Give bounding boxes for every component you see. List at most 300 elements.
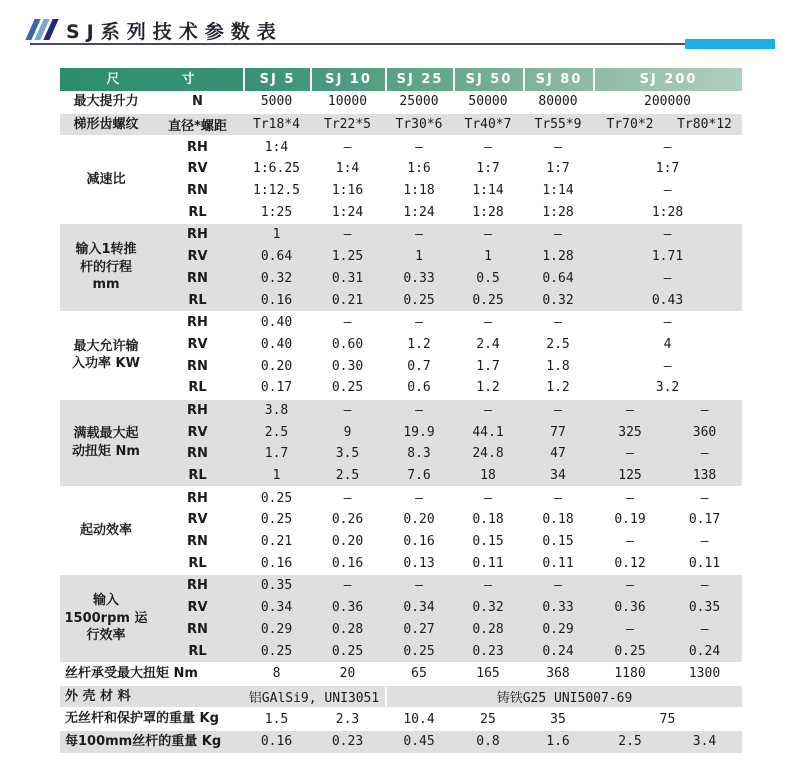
value-cell: 4: [663, 336, 672, 352]
value-cell: –: [700, 621, 709, 637]
value-cell: –: [626, 446, 634, 462]
row-label: [60, 91, 152, 113]
material-cell-aluminum: 铝GAlSi9, UNI3051: [248, 690, 380, 706]
value-cell: –: [663, 315, 672, 331]
table-block: [60, 312, 742, 400]
value-cell: 5000: [260, 94, 293, 110]
value-cell: 0.16: [403, 534, 435, 550]
table-row: [152, 400, 742, 422]
value-cell: –: [343, 490, 352, 506]
value-cell: –: [415, 402, 423, 418]
value-cell: 0.25: [472, 292, 504, 308]
row-label: [60, 400, 152, 487]
table-row: [152, 158, 742, 180]
value-cell: 0.8: [476, 734, 500, 750]
value-cell: 7.6: [407, 468, 431, 484]
value-cell: 1.2: [407, 336, 431, 352]
value-cell: 0.34: [403, 600, 435, 616]
value-cell: 0.17: [688, 512, 721, 528]
block-rows: [243, 663, 742, 685]
value-cell: 0.45: [403, 734, 435, 750]
value-cell: –: [343, 139, 352, 155]
value-cell: 0.29: [260, 621, 293, 637]
value-cell: 0.16: [260, 292, 293, 308]
row-label-line: 每100mm丝杆的重量 Kg: [65, 734, 222, 749]
value-cell: 0.32: [472, 600, 504, 616]
block-rows: [152, 575, 742, 662]
value-cell: 2.4: [476, 336, 500, 352]
value-cell: –: [626, 490, 634, 506]
row-label-line: 无丝杆和保护罩的重量 Kg: [65, 711, 219, 727]
value-cell: 1:6.25: [253, 161, 300, 177]
value-cell: 0.28: [472, 621, 504, 637]
value-cell: 1:6: [407, 161, 431, 177]
value-cell: 1:25: [260, 204, 293, 220]
value-cell: 0.64: [542, 270, 574, 286]
value-cell: 1: [415, 249, 423, 265]
value-cell: –: [554, 315, 562, 331]
value-cell: 0.30: [331, 358, 364, 374]
value-cell: 0.19: [614, 512, 646, 528]
value-cell: 0.25: [260, 490, 293, 506]
value-cell: 8.3: [407, 446, 431, 462]
value-cell: –: [415, 578, 423, 594]
value-cell: 2.3: [335, 711, 360, 727]
value-cell: 25: [480, 711, 496, 727]
triple-slash-icon: [30, 19, 54, 40]
parameters-table: [60, 68, 742, 754]
table-row: [152, 575, 742, 597]
value-cell: 0.27: [403, 621, 435, 637]
value-cell: –: [626, 621, 634, 637]
sub-row-label: RV: [187, 424, 208, 440]
value-cell: 1:7: [546, 161, 570, 177]
value-cell: 19.9: [403, 424, 435, 440]
value-cell: –: [663, 270, 672, 286]
value-cell: 1.71: [651, 249, 684, 265]
value-cell: 1:24: [403, 204, 435, 220]
row-label: [60, 708, 243, 730]
value-cell: 0.40: [260, 336, 293, 352]
value-cell: 0.24: [688, 643, 721, 659]
row-label-line: 1500rpm 运: [64, 610, 148, 626]
value-cell: –: [484, 139, 492, 155]
value-cell: 1.6: [546, 734, 570, 750]
row-label-line: 减速比: [86, 171, 126, 187]
value-cell: 1:28: [472, 204, 504, 220]
sub-row-label: RN: [187, 183, 208, 199]
value-cell: 24.8: [472, 446, 504, 462]
value-cell: 0.29: [542, 621, 574, 637]
sub-row-label: RH: [187, 139, 208, 155]
sub-row-label: RL: [188, 292, 207, 308]
sub-row-label: RH: [187, 315, 208, 331]
value-cell: 0.64: [260, 249, 293, 265]
table-row: [152, 531, 742, 553]
value-cell: 1:12.5: [253, 183, 300, 199]
value-cell: 0.7: [407, 358, 431, 374]
value-cell: 8: [272, 666, 281, 682]
value-cell: 3.2: [655, 380, 680, 396]
block-rows: [243, 686, 742, 708]
value-cell: Tr55*9: [534, 117, 582, 133]
value-cell: 0.20: [260, 358, 293, 374]
sub-row-label: RL: [188, 643, 207, 659]
row-label-line: 满载最大起: [73, 426, 139, 442]
value-cell: 0.25: [403, 292, 435, 308]
row-label-line: 动扭矩 Nm: [72, 444, 140, 459]
value-cell: 35: [550, 711, 566, 727]
sub-row-label: RL: [188, 380, 207, 396]
table-block: [60, 708, 742, 731]
value-cell: 0.36: [331, 600, 364, 616]
row-label: [60, 686, 243, 708]
table-block: [60, 224, 742, 312]
value-cell: 0.25: [331, 380, 364, 396]
value-cell: 0.25: [331, 643, 364, 659]
value-cell: 0.25: [260, 512, 293, 528]
table-row: [152, 619, 742, 641]
value-cell: –: [663, 227, 672, 243]
row-label: [60, 731, 243, 753]
value-cell: 3.5: [335, 446, 360, 462]
row-label-line: mm: [92, 277, 120, 293]
value-cell: –: [663, 183, 672, 199]
row-label: [60, 575, 152, 662]
table-row: [152, 552, 742, 574]
value-cell: –: [554, 402, 562, 418]
value-cell: 0.34: [260, 600, 293, 616]
row-label: [60, 487, 152, 574]
value-cell: –: [700, 402, 709, 418]
table-row: [152, 355, 742, 377]
row-label: [60, 312, 152, 399]
value-cell: –: [700, 578, 709, 594]
value-cell: 0.35: [688, 600, 721, 616]
value-cell: 1: [272, 227, 281, 243]
value-cell: –: [484, 402, 492, 418]
value-cell: 0.32: [260, 270, 293, 286]
table-row: [152, 421, 742, 443]
value-cell: 50000: [468, 94, 508, 110]
value-cell: –: [343, 402, 352, 418]
value-cell: 75: [659, 711, 676, 727]
row-label-line: 最大提升力: [73, 94, 139, 110]
value-cell: 0.35: [260, 578, 293, 594]
row-label-line: 外 壳 材 料: [65, 688, 131, 704]
value-cell: –: [343, 578, 352, 594]
value-cell: 1:4: [335, 161, 360, 177]
sub-row-label: RL: [188, 555, 207, 571]
table-row: [152, 443, 742, 465]
value-cell: 0.15: [542, 534, 574, 550]
value-cell: 1:7: [476, 161, 500, 177]
accent-bar: [685, 39, 775, 49]
row-label-line: 输入1转推: [75, 242, 137, 258]
value-cell: 0.36: [614, 600, 646, 616]
sub-row-label: RN: [187, 358, 208, 374]
value-cell: –: [554, 490, 562, 506]
sub-row-label: 直径*螺距: [168, 119, 227, 135]
value-cell: –: [700, 534, 709, 550]
value-cell: 0.21: [260, 534, 293, 550]
value-cell: 0.18: [472, 512, 504, 528]
value-cell: 3.4: [692, 734, 717, 750]
value-cell: –: [343, 315, 352, 331]
value-cell: 1.2: [476, 380, 500, 396]
table-row: [243, 708, 742, 730]
value-cell: 0.11: [542, 555, 574, 571]
table-row: [152, 224, 742, 246]
value-cell: 0.18: [542, 512, 574, 528]
value-cell: –: [415, 227, 423, 243]
column-header-model: SJ 10: [310, 68, 385, 91]
row-label-line: 输入: [92, 593, 119, 609]
sub-row-label: N: [192, 94, 203, 110]
block-rows: [152, 114, 742, 136]
value-cell: 0.25: [614, 643, 646, 659]
table-row: [152, 377, 742, 399]
table-block: [60, 686, 742, 709]
table-header-row: [60, 68, 742, 91]
value-cell: 0.43: [651, 292, 684, 308]
value-cell: 1.2: [546, 380, 570, 396]
value-cell: 0.33: [542, 600, 574, 616]
value-cell: 1:14: [542, 183, 574, 199]
value-cell: 125: [618, 468, 642, 484]
value-cell: 0.40: [260, 315, 293, 331]
value-cell: –: [554, 578, 562, 594]
sub-row-label: RH: [187, 490, 208, 506]
value-cell: 0.5: [476, 270, 500, 286]
value-cell: 0.26: [331, 512, 364, 528]
value-cell: 1:16: [331, 183, 364, 199]
value-cell: –: [700, 446, 709, 462]
row-label: [60, 136, 152, 223]
value-cell: –: [343, 227, 352, 243]
table-block: [60, 487, 742, 575]
value-cell: 325: [618, 424, 642, 440]
material-cell-cast-iron: 铸铁G25 UNI5007-69: [385, 687, 742, 706]
value-cell: –: [484, 227, 492, 243]
sub-row-label: RN: [187, 621, 208, 637]
value-cell: 1.28: [542, 249, 574, 265]
value-cell: –: [663, 139, 672, 155]
value-cell: 1:14: [472, 183, 504, 199]
value-cell: 0.11: [472, 555, 504, 571]
column-header-size: 尺 寸: [106, 72, 197, 87]
row-label-line: 最大允许输: [73, 338, 139, 354]
table-row: [152, 465, 742, 487]
value-cell: 0.17: [260, 380, 293, 396]
value-cell: 18: [480, 468, 496, 484]
table-row: [243, 663, 742, 685]
value-cell: 34: [550, 468, 566, 484]
sub-row-label: RH: [187, 227, 208, 243]
row-label: [60, 663, 243, 685]
value-cell: 0.21: [331, 292, 364, 308]
value-cell: 0.24: [542, 643, 574, 659]
value-cell: Tr30*6: [395, 117, 443, 133]
value-cell: 0.16: [331, 555, 364, 571]
value-cell: 20: [339, 666, 356, 682]
table-row: [152, 312, 742, 334]
value-cell: 3.8: [264, 402, 289, 418]
value-cell: –: [415, 139, 423, 155]
value-cell: 165: [476, 666, 500, 682]
page-title: SJ系列技术参数表: [66, 21, 283, 43]
sub-row-label: RH: [187, 402, 208, 418]
value-cell: –: [415, 315, 423, 331]
value-cell: 0.20: [403, 512, 435, 528]
value-cell: 0.20: [331, 534, 364, 550]
value-cell: 0.23: [472, 643, 504, 659]
value-cell: 9: [343, 424, 352, 440]
value-cell: 2.5: [618, 734, 642, 750]
value-cell: 200000: [644, 94, 691, 110]
table-row: [152, 246, 742, 268]
value-cell: 1:24: [331, 204, 364, 220]
value-cell: 47: [550, 446, 566, 462]
value-cell: Tr40*7: [464, 117, 512, 133]
block-rows: [152, 312, 742, 399]
value-cell: 0.25: [403, 643, 435, 659]
sub-row-label: RH: [187, 578, 208, 594]
value-cell: 368: [546, 666, 570, 682]
value-cell: –: [626, 578, 634, 594]
value-cell: 0.32: [542, 292, 574, 308]
value-cell: –: [554, 227, 562, 243]
sub-row-label: RV: [187, 336, 208, 352]
table-row: [152, 136, 742, 158]
sub-row-label: RV: [187, 249, 208, 265]
column-header-model: SJ 80: [523, 68, 593, 91]
value-cell: 138: [692, 468, 717, 484]
sub-row-label: RN: [187, 446, 208, 462]
row-label: [60, 114, 152, 136]
value-cell: 1: [484, 249, 492, 265]
value-cell: –: [484, 578, 492, 594]
column-header-model: SJ 25: [385, 68, 453, 91]
value-cell: 0.16: [260, 555, 293, 571]
value-cell: 1.7: [476, 358, 500, 374]
table-row: [152, 114, 742, 136]
table-block: [60, 400, 742, 488]
block-rows: [152, 136, 742, 223]
table-row: [152, 487, 742, 509]
block-rows: [152, 224, 742, 311]
table-block: [60, 136, 742, 224]
page-header: [30, 16, 775, 56]
value-cell: 1180: [614, 666, 646, 682]
block-rows: [243, 731, 742, 753]
value-cell: 0.16: [260, 734, 293, 750]
table-block: [60, 114, 742, 137]
value-cell: 0.31: [331, 270, 364, 286]
value-cell: 2.5: [335, 468, 360, 484]
value-cell: 2.5: [264, 424, 289, 440]
sub-row-label: RL: [188, 468, 207, 484]
value-cell: –: [700, 490, 709, 506]
value-cell: Tr70*2: [606, 117, 654, 133]
value-cell: 1:28: [542, 204, 574, 220]
sub-row-label: RL: [188, 204, 207, 220]
row-label-line: 行效率: [86, 628, 126, 644]
value-cell: 1:4: [264, 139, 289, 155]
table-row: [152, 509, 742, 531]
value-cell: 1:7: [655, 161, 680, 177]
value-cell: 1:28: [651, 204, 684, 220]
value-cell: –: [626, 534, 634, 550]
column-header-model: SJ 200: [593, 68, 742, 91]
value-cell: 44.1: [472, 424, 504, 440]
value-cell: 10000: [327, 94, 368, 110]
row-label-line: 梯形齿螺纹: [73, 116, 139, 132]
block-rows: [243, 708, 742, 730]
sub-row-label: RV: [187, 600, 208, 616]
value-cell: 1:18: [403, 183, 435, 199]
table-block: [60, 91, 742, 114]
sub-row-label: RN: [187, 270, 208, 286]
table-row: [152, 201, 742, 223]
value-cell: Tr22*5: [324, 117, 371, 133]
table-row: [243, 686, 742, 708]
value-cell: 0.23: [331, 734, 364, 750]
value-cell: 0.33: [403, 270, 435, 286]
value-cell: 1.7: [264, 446, 289, 462]
value-cell: 80000: [538, 94, 578, 110]
value-cell: 1: [272, 468, 281, 484]
table-block: [60, 575, 742, 663]
value-cell: –: [663, 358, 672, 374]
table-row: [152, 268, 742, 290]
value-cell: 0.11: [688, 555, 721, 571]
block-rows: [152, 400, 742, 487]
table-row: [152, 289, 742, 311]
sub-row-label: RV: [187, 512, 208, 528]
value-cell: 65: [411, 666, 427, 682]
value-cell: 0.6: [407, 380, 431, 396]
value-cell: 25000: [399, 94, 439, 110]
sub-row-label: RV: [187, 161, 208, 177]
table-row: [152, 180, 742, 202]
value-cell: –: [626, 402, 634, 418]
value-cell: 0.25: [260, 643, 293, 659]
table-row: [152, 597, 742, 619]
value-cell: 2.5: [546, 336, 570, 352]
row-label: [60, 224, 152, 311]
value-cell: 1.25: [331, 249, 364, 265]
block-rows: [152, 487, 742, 574]
row-label-line: 起动效率: [79, 522, 132, 538]
sub-row-label: RN: [187, 534, 208, 550]
value-cell: –: [554, 139, 562, 155]
value-cell: Tr80*12: [677, 117, 732, 133]
title-underline: [30, 43, 686, 45]
table-row: [243, 731, 742, 753]
table-block: [60, 663, 742, 686]
value-cell: 0.60: [331, 336, 364, 352]
value-cell: –: [484, 490, 492, 506]
row-label-line: 入功率 KW: [72, 356, 140, 372]
value-cell: –: [415, 490, 423, 506]
value-cell: 0.12: [614, 555, 646, 571]
value-cell: 360: [692, 424, 717, 440]
value-cell: 1.5: [264, 711, 289, 727]
value-cell: Tr18*4: [253, 117, 300, 133]
value-cell: 1300: [688, 666, 721, 682]
table-row: [152, 640, 742, 662]
